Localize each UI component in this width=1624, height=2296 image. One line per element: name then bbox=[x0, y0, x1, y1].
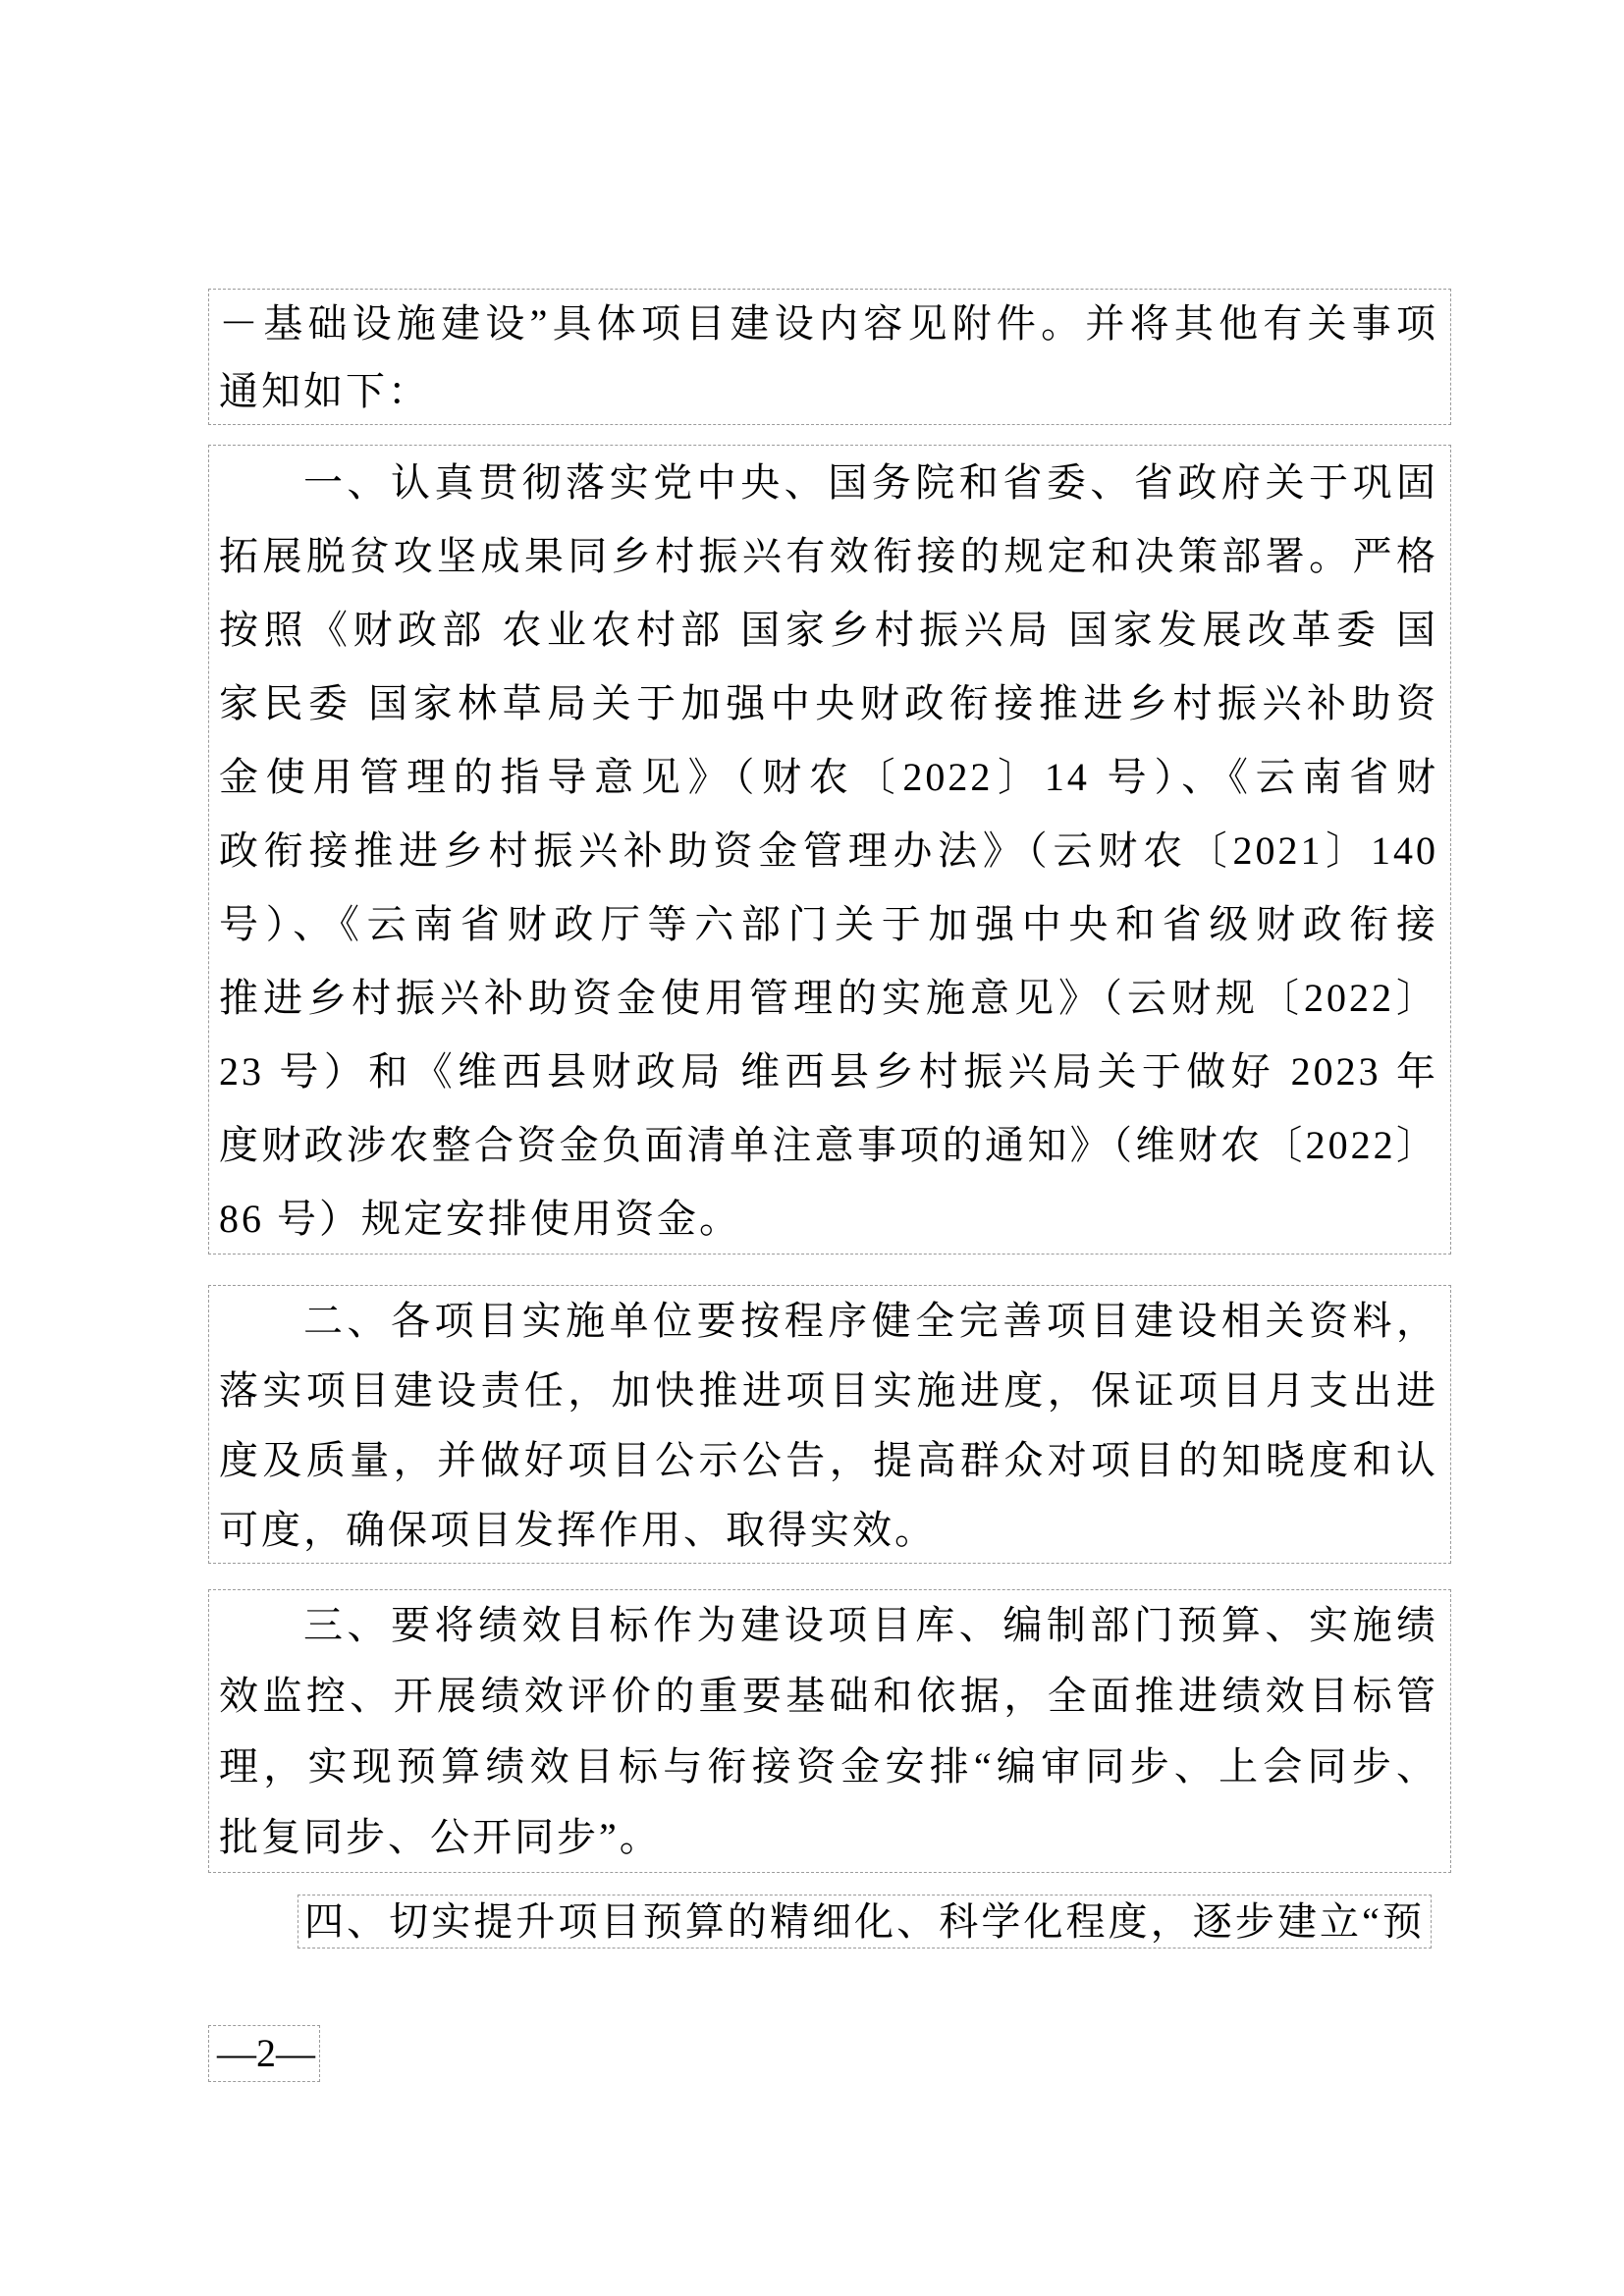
text-frame-item-one bbox=[208, 445, 1451, 1255]
text-line: 86 号）规定安排使用资金。 bbox=[219, 1197, 741, 1241]
text-line: 号）、《云南省财政厅等六部门关于加强中央和省级财政衔接 bbox=[219, 902, 1438, 946]
text-line: 效监控、开展绩效评价的重要基础和依据，全面推进绩效目标管 bbox=[219, 1674, 1438, 1718]
text-line: 通知如下： bbox=[219, 369, 430, 413]
text-line: －基础设施建设”具体项目建设内容见附件。并将其他有关事项 bbox=[219, 301, 1438, 346]
text-line: 推进乡村振兴补助资金使用管理的实施意见》（云财规〔2022〕 bbox=[219, 976, 1438, 1020]
text-line: 金使用管理的指导意见》（财农〔2022〕14 号）、《云南省财 bbox=[219, 755, 1438, 799]
text-frame-item-two bbox=[208, 1285, 1451, 1564]
text-line: 家民委 国家林草局关于加强中央财政衔接推进乡村振兴补助资 bbox=[219, 681, 1438, 725]
text-line: 23 号）和《维西县财政局 维西县乡村振兴局关于做好 2023 年 bbox=[219, 1049, 1438, 1094]
text-line: 理，实现预算绩效目标与衔接资金安排“编审同步、上会同步、 bbox=[219, 1744, 1438, 1789]
text-line: 政衔接推进乡村振兴补助资金管理办法》（云财农〔2021〕140 bbox=[219, 828, 1438, 873]
text-line: 四、切实提升项目预算的精细化、科学化程度，逐步建立“预 bbox=[304, 1899, 1425, 1944]
text-line: 度财政涉农整合资金负面清单注意事项的通知》（维财农〔2022〕 bbox=[219, 1123, 1438, 1167]
text-line: 一、认真贯彻落实党中央、国务院和省委、省政府关于巩固 bbox=[303, 460, 1438, 505]
text-line: 二、各项目实施单位要按程序健全完善项目建设相关资料， bbox=[303, 1299, 1438, 1343]
page-number: —2— bbox=[217, 2031, 315, 2075]
text-line: 批复同步、公开同步”。 bbox=[219, 1815, 662, 1859]
text-line: 按照《财政部 农业农村部 国家乡村振兴局 国家发展改革委 国 bbox=[219, 608, 1438, 652]
text-frame-item-three bbox=[208, 1589, 1451, 1873]
text-frame-continuation bbox=[208, 289, 1451, 425]
page-number-frame bbox=[208, 2025, 320, 2082]
text-frame-item-four bbox=[298, 1895, 1432, 1949]
text-line: 可度，确保项目发挥作用、取得实效。 bbox=[219, 1508, 937, 1552]
text-line: 拓展脱贫攻坚成果同乡村振兴有效衔接的规定和决策部署。严格 bbox=[219, 534, 1438, 578]
text-line: 度及质量，并做好项目公示公告，提高群众对项目的知晓度和认 bbox=[219, 1438, 1438, 1482]
text-line: 三、要将绩效目标作为建设项目库、编制部门预算、实施绩 bbox=[303, 1603, 1438, 1647]
text-line: 落实项目建设责任，加快推进项目实施进度，保证项目月支出进 bbox=[219, 1368, 1438, 1413]
